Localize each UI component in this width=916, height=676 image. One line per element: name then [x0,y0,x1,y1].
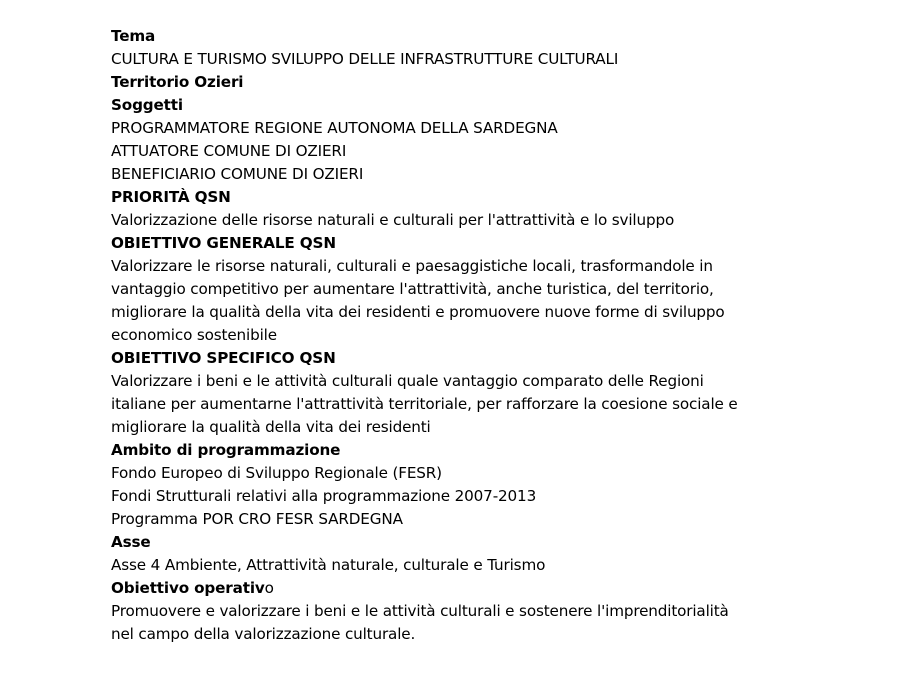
obiettivo-operativo-heading-tail: o [264,579,274,597]
territorio-heading: Territorio Ozieri [111,73,244,91]
tema-heading: Tema [111,27,156,45]
asse-value: Asse 4 Ambiente, Attrattività naturale, culturale e Turismo [111,556,546,574]
obiettivo-operativo-heading [111,577,891,600]
asse-heading: Asse [111,533,151,551]
obiettivo-specifico-heading: OBIETTIVO SPECIFICO QSN [111,349,336,367]
obiettivo-generale-line: economico sostenibile [111,326,277,344]
obiettivo-specifico-line: migliorare la qualità della vita dei residenti [111,418,431,436]
obiettivo-generale-heading: OBIETTIVO GENERALE QSN [111,234,336,252]
obiettivo-specifico-line: italiane per aumentarne l'attrattività territoriale, per rafforzare la coesione sociale e [111,395,738,413]
tema-value: CULTURA E TURISMO SVILUPPO DELLE INFRASTRUTTURE CULTURALI [111,50,619,68]
ambito-line: Fondo Europeo di Sviluppo Regionale (FESR) [111,464,442,482]
soggetti-heading: Soggetti [111,96,183,114]
ambito-heading: Ambito di programmazione [111,441,341,459]
obiettivo-operativo-line: Promuovere e valorizzare i beni e le attività culturali e sostenere l'imprenditorialità [111,602,729,620]
obiettivo-specifico-line: Valorizzare i beni e le attività culturali quale vantaggio comparato delle Regioni [111,372,704,390]
obiettivo-operativo-heading-bold: Obiettivo operativ [111,579,265,597]
attuatore-line: ATTUATORE COMUNE DI OZIERI [111,142,347,160]
priorita-value: Valorizzazione delle risorse naturali e culturali per l'attrattività e lo sviluppo [111,211,675,229]
beneficiario-line: BENEFICIARIO COMUNE DI OZIERI [111,165,364,183]
obiettivo-generale-line: vantaggio competitivo per aumentare l'attrattività, anche turistica, del territorio, [111,280,714,298]
ambito-line: Programma POR CRO FESR SARDEGNA [111,510,403,528]
obiettivo-generale-line: Valorizzare le risorse naturali, culturali e paesaggistiche locali, trasformandole in [111,257,713,275]
obiettivo-generale-line: migliorare la qualità della vita dei residenti e promuovere nuove forme di sviluppo [111,303,725,321]
ambito-line: Fondi Strutturali relativi alla programmazione 2007-2013 [111,487,537,505]
programmatore-line: PROGRAMMATORE REGIONE AUTONOMA DELLA SARDEGNA [111,119,558,137]
obiettivo-operativo-line: nel campo della valorizzazione culturale. [111,625,416,643]
document-body [111,25,891,646]
priorita-heading: PRIORITÀ QSN [111,188,231,206]
